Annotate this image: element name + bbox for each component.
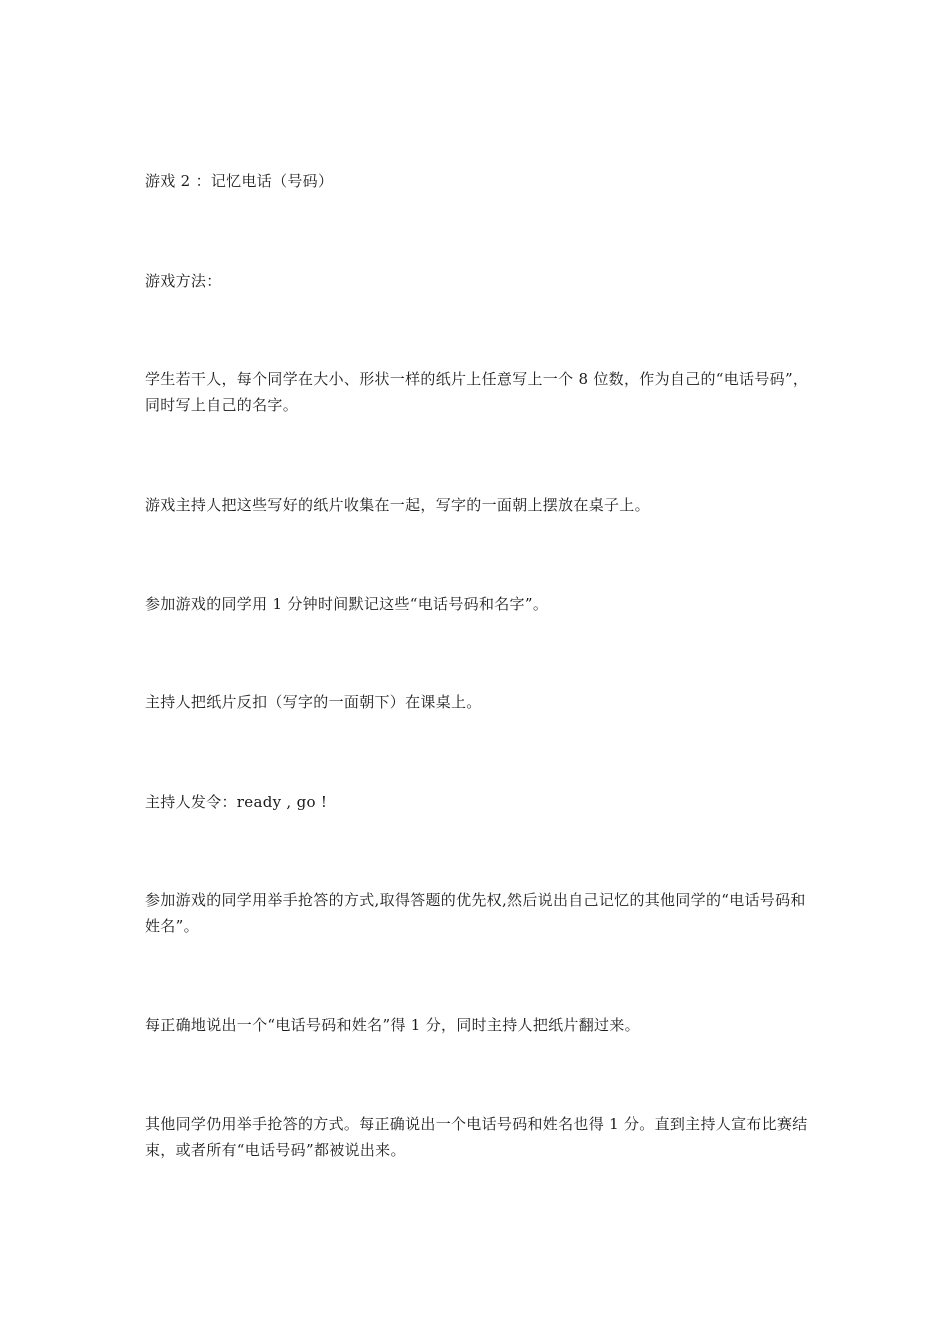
paragraph-scoring: 每正确地说出一个“电话号码和姓名”得 1 分，同时主持人把纸片翻过来。 (145, 1016, 640, 1034)
paragraph-flip-down: 主持人把纸片反扣（写字的一面朝下）在课桌上。 (145, 693, 482, 711)
method-heading: 游戏方法： (145, 272, 222, 290)
paragraph-setup: 学生若干人，每个同学在大小、形状一样的纸片上任意写上一个 8 位数，作为自己的“电话号码”，同时写上自己的名字。 (145, 370, 809, 414)
paragraph-memorize: 参加游戏的同学用 1 分钟时间默记这些“电话号码和名字”。 (145, 595, 549, 613)
paragraph-end: 其他同学仍用举手抢答的方式。每正确说出一个电话号码和姓名也得 1 分。直到主持人宣布比赛结束，或者所有“电话号码”都被说出来。 (145, 1115, 808, 1159)
paragraph-collect: 游戏主持人把这些写好的纸片收集在一起，写字的一面朝上摆放在桌子上。 (145, 496, 650, 514)
paragraph-start-command: 主持人发令：ready , go ! (145, 793, 328, 811)
paragraph-answer: 参加游戏的同学用举手抢答的方式,取得答题的优先权,然后说出自己记忆的其他同学的“电话号码和姓名”。 (145, 891, 806, 935)
game-title: 游戏 2 ：记忆电话（号码） (145, 172, 334, 190)
